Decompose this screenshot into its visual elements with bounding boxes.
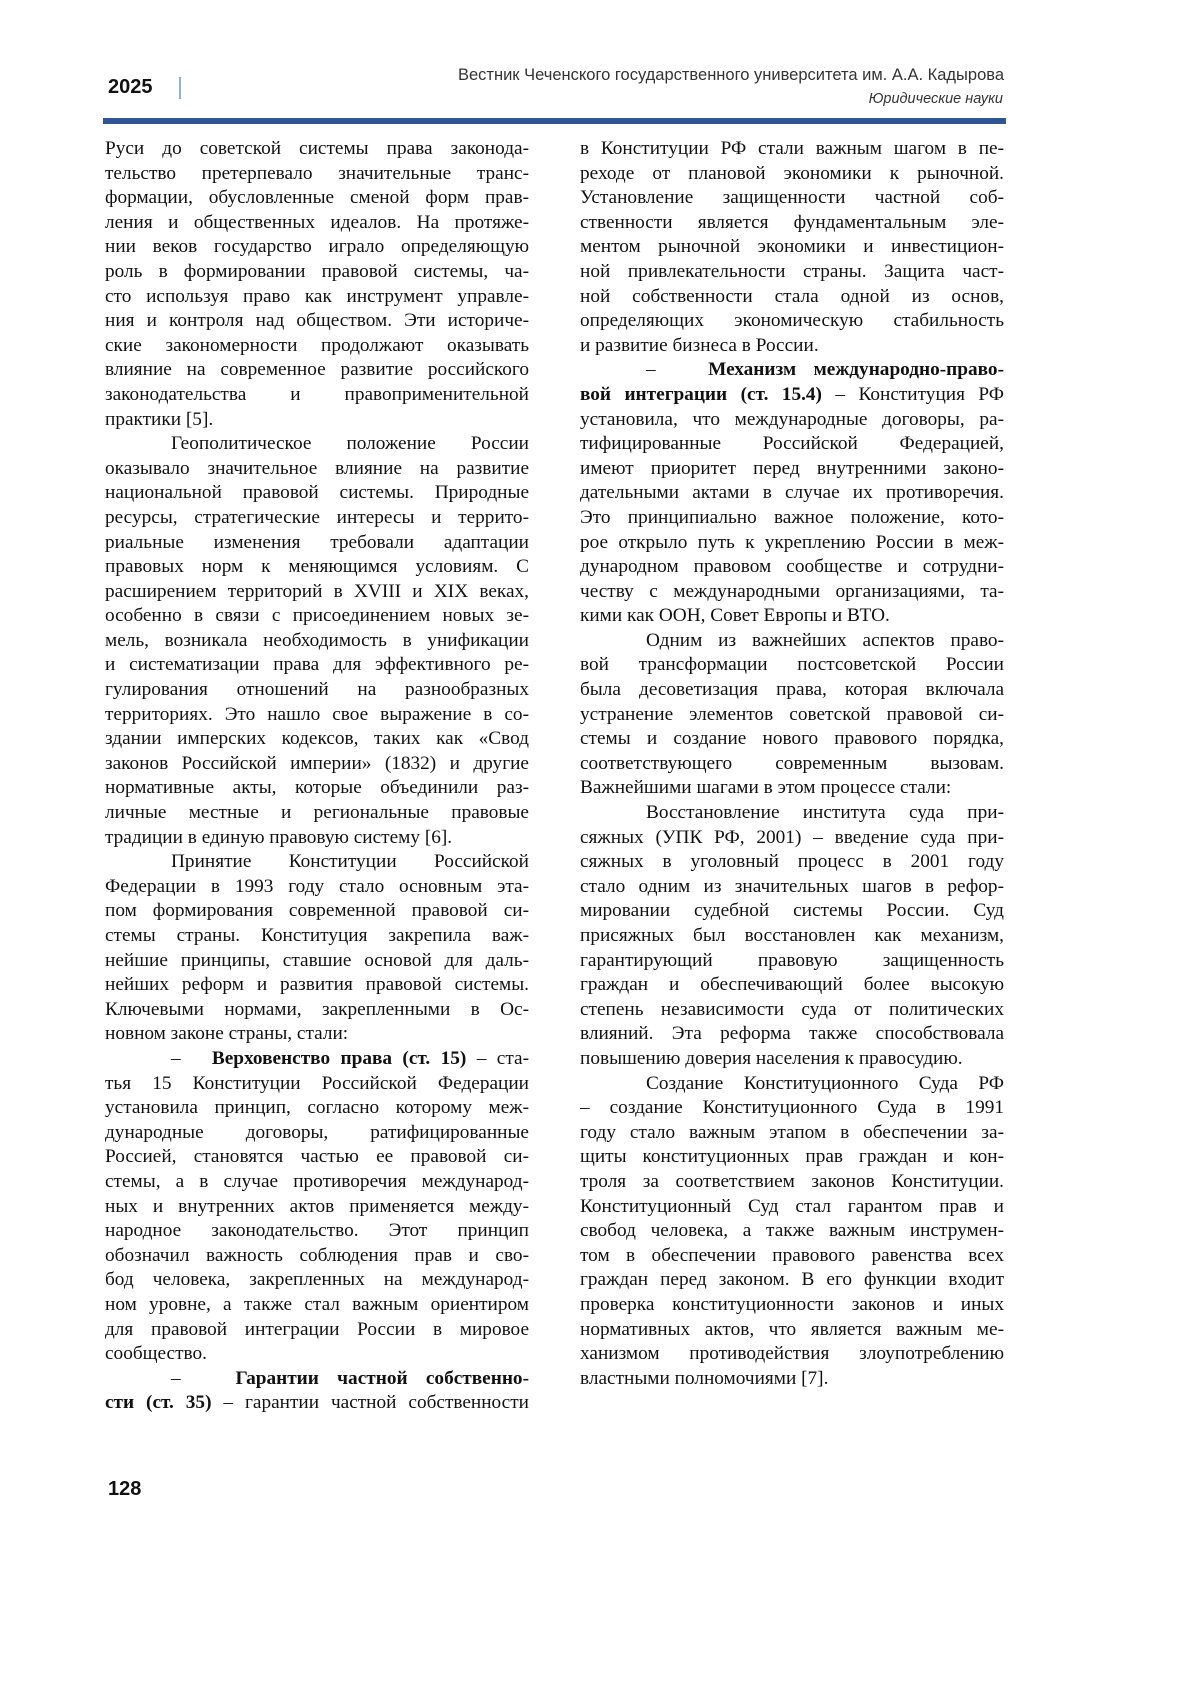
line-text: Конституционный Суд стал гарантом прав и xyxy=(580,1196,1004,1217)
line-text: Восстановление института суда при- xyxy=(646,802,1004,823)
text-line xyxy=(580,875,1004,900)
line-text: нормативные акты, которые объединили раз- xyxy=(105,777,529,798)
text-line xyxy=(580,801,1004,826)
line-text: роль в формировании правовой системы, ча- xyxy=(105,261,529,282)
text-line xyxy=(105,531,529,556)
text-line xyxy=(580,850,1004,875)
line-text: национальной правовой системы. Природные xyxy=(105,482,529,503)
text-line xyxy=(580,162,1004,187)
text-line xyxy=(580,1367,1004,1392)
text-line xyxy=(105,998,529,1023)
text-line xyxy=(105,1170,529,1195)
line-text: году стало важным этапом в обеспечении за- xyxy=(580,1122,1004,1143)
line-text: Федерации в 1993 году стало основным эта- xyxy=(105,876,529,897)
line-text: и развитие бизнеса в России. xyxy=(580,335,819,356)
text-line xyxy=(580,703,1004,728)
line-text: в Конституции РФ стали важным шагом в пе- xyxy=(580,138,1004,159)
line-text: сообщество. xyxy=(105,1343,207,1364)
text-column-left xyxy=(105,137,529,1416)
line-text: Установление защищенности частной соб- xyxy=(580,187,1004,208)
text-line xyxy=(580,752,1004,777)
text-line xyxy=(580,1268,1004,1293)
bold-term: Верховенство права (ст. 15) xyxy=(212,1048,467,1069)
line-text: ной привлекательности страны. Защита част- xyxy=(580,261,1004,282)
text-line xyxy=(105,235,529,260)
text-line xyxy=(105,1367,529,1392)
line-text: определяющих экономическую стабильность xyxy=(580,310,1004,331)
journal-section: Юридические науки xyxy=(869,91,1003,107)
journal-title: Вестник Чеченского государственного университета им. А.А. Кадырова xyxy=(458,66,1004,85)
text-line xyxy=(105,211,529,236)
text-line xyxy=(105,604,529,629)
line-text: законодательства и правоприменительной xyxy=(105,384,529,405)
line-text: – создание Конституционного Суда в 1991 xyxy=(580,1097,1004,1118)
text-line xyxy=(580,1072,1004,1097)
text-line xyxy=(105,629,529,654)
line-text: вой трансформации постсоветской России xyxy=(580,654,1004,675)
text-line xyxy=(105,850,529,875)
issue-year: 2025 xyxy=(108,76,153,99)
text-line xyxy=(105,899,529,924)
line-text: нормативных актов, что является важным ме- xyxy=(580,1319,1004,1340)
line-text: кими как ООН, Совет Европы и ВТО. xyxy=(580,605,890,626)
line-text: территориях. Это нашло свое выражение в со- xyxy=(105,704,529,725)
line-text: тья 15 Конституции Российской Федерации xyxy=(105,1073,529,1094)
text-line xyxy=(105,1047,529,1072)
line-text: нии веков государство играло определяющую xyxy=(105,236,529,257)
line-text: том в обеспечении правового равенства всех xyxy=(580,1245,1004,1266)
text-line xyxy=(580,604,1004,629)
line-text: – ста- xyxy=(466,1048,529,1069)
text-line xyxy=(105,555,529,580)
line-text: гулирования отношений на разнообразных xyxy=(105,679,529,700)
text-line xyxy=(580,629,1004,654)
text-line xyxy=(105,1268,529,1293)
line-text: Важнейшими шагами в этом процессе стали: xyxy=(580,777,951,798)
text-line xyxy=(580,678,1004,703)
line-text: ных и внутренних актов применяется между- xyxy=(105,1196,529,1217)
line-text: тельство претерпевало значительные транс- xyxy=(105,163,529,184)
line-text: стало одним из значительных шагов в рефор- xyxy=(580,876,1004,897)
text-line xyxy=(105,1244,529,1269)
line-text: рое открыло путь к укреплению России в меж- xyxy=(580,532,1004,553)
text-line xyxy=(580,998,1004,1023)
text-line xyxy=(105,162,529,187)
text-line xyxy=(105,186,529,211)
text-line xyxy=(105,949,529,974)
text-line xyxy=(580,555,1004,580)
text-line xyxy=(105,1219,529,1244)
line-text: Ключевыми нормами, закрепленными в Ос- xyxy=(105,999,529,1020)
line-text: Создание Конституционного Суда РФ xyxy=(646,1073,1004,1094)
text-line xyxy=(580,1219,1004,1244)
text-line xyxy=(105,1293,529,1318)
line-text: ления и общественных идеалов. На протяже- xyxy=(105,212,529,233)
text-line xyxy=(105,1391,529,1416)
line-text: стемы и создание нового правового порядка, xyxy=(580,728,1004,749)
text-line xyxy=(105,260,529,285)
text-line xyxy=(580,826,1004,851)
text-line xyxy=(580,776,1004,801)
line-text: устранение элементов советской правовой си- xyxy=(580,704,1004,725)
line-text: личные местные и региональные правовые xyxy=(105,802,529,823)
line-text: дународные договоры, ратифицированные xyxy=(105,1122,529,1143)
line-text: особенно в связи с присоединением новых зе- xyxy=(105,605,529,626)
line-text: влияний. Эта реформа также способствовала xyxy=(580,1023,1004,1044)
text-line xyxy=(580,481,1004,506)
text-line xyxy=(105,309,529,334)
text-line xyxy=(105,1318,529,1343)
text-line xyxy=(580,235,1004,260)
line-text: ские закономерности продолжают оказывать xyxy=(105,335,529,356)
line-text: оказывало значительное влияние на развитие xyxy=(105,458,529,479)
line-text: Принятие Конституции Российской xyxy=(171,851,529,872)
text-line xyxy=(580,432,1004,457)
line-text: имеют приоритет перед внутренними законо- xyxy=(580,458,1004,479)
line-text: новном законе страны, стали: xyxy=(105,1023,348,1044)
text-line xyxy=(105,1195,529,1220)
line-text: Это принципиально важное положение, кото- xyxy=(580,507,1004,528)
line-text: ной собственности стала одной из основ, xyxy=(580,286,1004,307)
line-text: властными полномочиями [7]. xyxy=(580,1368,828,1389)
line-text: Геополитическое положение России xyxy=(171,433,529,454)
line-text: повышению доверия населения к правосудию. xyxy=(580,1048,963,1069)
line-text: Одним из важнейших аспектов право- xyxy=(646,630,1004,651)
line-text: обозначил важность соблюдения прав и сво- xyxy=(105,1245,529,1266)
line-text: дународном правовом сообществе и сотрудни- xyxy=(580,556,1004,577)
line-text: и систематизации права для эффективного ре- xyxy=(105,654,529,675)
text-line xyxy=(105,1072,529,1097)
text-line xyxy=(580,531,1004,556)
line-text: стемы, а в случае противоречия международ- xyxy=(105,1171,529,1192)
line-text: граждан и обеспечивающий более высокую xyxy=(580,974,1004,995)
line-text: проверка конституционности законов и иных xyxy=(580,1294,1004,1315)
line-text: соответствующего современным вызовам. xyxy=(580,753,1004,774)
text-line xyxy=(105,678,529,703)
list-dash: – xyxy=(646,359,708,380)
text-line xyxy=(105,653,529,678)
text-line xyxy=(105,875,529,900)
text-line xyxy=(580,309,1004,334)
header-rule xyxy=(103,118,1006,124)
bold-term: сти (ст. 35) xyxy=(105,1392,212,1413)
text-line xyxy=(580,949,1004,974)
page-number: 128 xyxy=(108,1478,141,1501)
text-line xyxy=(580,924,1004,949)
text-line xyxy=(580,899,1004,924)
line-text: Россией, становятся частью ее правовой си- xyxy=(105,1146,529,1167)
text-line xyxy=(580,358,1004,383)
text-line xyxy=(105,383,529,408)
line-text: мировании судебной системы России. Суд xyxy=(580,900,1004,921)
text-line xyxy=(580,1195,1004,1220)
line-text: гарантирующий правовую защищенность xyxy=(580,950,1004,971)
text-line xyxy=(580,408,1004,433)
text-line xyxy=(105,1342,529,1367)
text-line xyxy=(105,137,529,162)
bold-term: вой интеграции (ст. 15.4) xyxy=(580,384,822,405)
line-text: установила, что международные договоры, ра- xyxy=(580,409,1004,430)
line-text: расширением территорий в XVIII и XIX веках, xyxy=(105,581,529,602)
text-line xyxy=(105,506,529,531)
line-text: ресурсы, стратегические интересы и террито- xyxy=(105,507,529,528)
line-text: присяжных был восстановлен как механизм, xyxy=(580,925,1004,946)
line-text: сто используя право как инструмент управле- xyxy=(105,286,529,307)
text-line xyxy=(105,727,529,752)
text-line xyxy=(580,334,1004,359)
text-line xyxy=(105,358,529,383)
text-line xyxy=(105,285,529,310)
line-text: была десоветизация права, которая включала xyxy=(580,679,1004,700)
line-text: ственности является фундаментальным эле- xyxy=(580,212,1004,233)
line-text: нейших реформ и развития правовой системы. xyxy=(105,974,529,995)
line-text: ния и контроля над обществом. Эти историче- xyxy=(105,310,529,331)
line-text: честву с международными организациями, та- xyxy=(580,581,1004,602)
text-line xyxy=(105,703,529,728)
text-line xyxy=(580,1170,1004,1195)
text-line xyxy=(580,1318,1004,1343)
text-line xyxy=(580,285,1004,310)
line-text: ном уровне, а также стал важным ориентиром xyxy=(105,1294,529,1315)
text-line xyxy=(580,1047,1004,1072)
text-line xyxy=(105,457,529,482)
text-line xyxy=(580,383,1004,408)
text-line xyxy=(580,506,1004,531)
text-line xyxy=(580,1121,1004,1146)
line-text: влияние на современное развитие российского xyxy=(105,359,529,380)
header-divider xyxy=(179,77,181,99)
line-text: свобод человека, а также важным инструмен- xyxy=(580,1220,1004,1241)
text-line xyxy=(105,334,529,359)
line-text: пом формирования современной правовой си- xyxy=(105,900,529,921)
line-text: Руси до советской системы права законода- xyxy=(105,138,529,159)
text-line xyxy=(105,801,529,826)
line-text: стемы страны. Конституция закрепила важ- xyxy=(105,925,529,946)
text-line xyxy=(105,432,529,457)
text-line xyxy=(580,1022,1004,1047)
text-line xyxy=(105,776,529,801)
line-text: сяжных (УПК РФ, 2001) – введение суда при- xyxy=(580,827,1004,848)
text-line xyxy=(580,973,1004,998)
text-line xyxy=(580,1293,1004,1318)
text-line xyxy=(580,580,1004,605)
text-line xyxy=(105,973,529,998)
text-line xyxy=(580,1244,1004,1269)
line-text: установила принцип, согласно которому меж- xyxy=(105,1097,529,1118)
line-text: – Конституция РФ xyxy=(822,384,1004,405)
line-text: нейшие принципы, ставшие основой для даль- xyxy=(105,950,529,971)
text-line xyxy=(580,1096,1004,1121)
list-dash: – xyxy=(171,1368,236,1389)
text-line xyxy=(580,727,1004,752)
line-text: формации, обусловленные сменой форм прав- xyxy=(105,187,529,208)
text-line xyxy=(105,1121,529,1146)
line-text: правовых норм к меняющимся условиям. С xyxy=(105,556,529,577)
line-text: традиции в единую правовую систему [6]. xyxy=(105,827,452,848)
text-line xyxy=(580,653,1004,678)
line-text: степень независимости суда от политических xyxy=(580,999,1004,1020)
line-text: народное законодательство. Этот принцип xyxy=(105,1220,529,1241)
text-line xyxy=(105,752,529,777)
line-text: ханизмом противодействия злоупотреблению xyxy=(580,1343,1004,1364)
text-column-right xyxy=(580,137,1004,1391)
line-text: – гарантии частной собственности xyxy=(212,1392,529,1413)
text-line xyxy=(580,457,1004,482)
line-text: граждан перед законом. В его функции входит xyxy=(580,1269,1004,1290)
line-text: законов Российской империи» (1832) и другие xyxy=(105,753,529,774)
list-dash: – xyxy=(171,1048,212,1069)
text-line xyxy=(105,580,529,605)
text-line xyxy=(580,186,1004,211)
line-text: риальные изменения требовали адаптации xyxy=(105,532,529,553)
bold-term: Гарантии частной собственно- xyxy=(236,1368,529,1389)
line-text: мель, возникала необходимость в унификации xyxy=(105,630,529,651)
line-text: троля за соответствием законов Конституции. xyxy=(580,1171,1004,1192)
text-line xyxy=(105,481,529,506)
text-line xyxy=(105,924,529,949)
text-line xyxy=(105,1096,529,1121)
line-text: для правовой интеграции России в мировое xyxy=(105,1319,529,1340)
line-text: тифицированные Российской Федерацией, xyxy=(580,433,1004,454)
text-line xyxy=(105,1145,529,1170)
bold-term: Механизм международно-право- xyxy=(708,359,1004,380)
text-line xyxy=(580,1145,1004,1170)
text-line xyxy=(105,408,529,433)
text-line xyxy=(105,1022,529,1047)
line-text: щиты конституционных прав граждан и кон- xyxy=(580,1146,1004,1167)
line-text: реходе от плановой экономики к рыночной. xyxy=(580,163,1004,184)
text-line xyxy=(580,1342,1004,1367)
text-line xyxy=(105,826,529,851)
line-text: практики [5]. xyxy=(105,409,213,430)
line-text: бод человека, закрепленных на международ- xyxy=(105,1269,529,1290)
text-line xyxy=(580,137,1004,162)
text-line xyxy=(580,211,1004,236)
line-text: здании имперских кодексов, таких как «Свод xyxy=(105,728,529,749)
text-line xyxy=(580,260,1004,285)
line-text: дательными актами в случае их противоречия. xyxy=(580,482,1004,503)
line-text: сяжных в уголовный процесс в 2001 году xyxy=(580,851,1004,872)
line-text: ментом рыночной экономики и инвестицион- xyxy=(580,236,1004,257)
